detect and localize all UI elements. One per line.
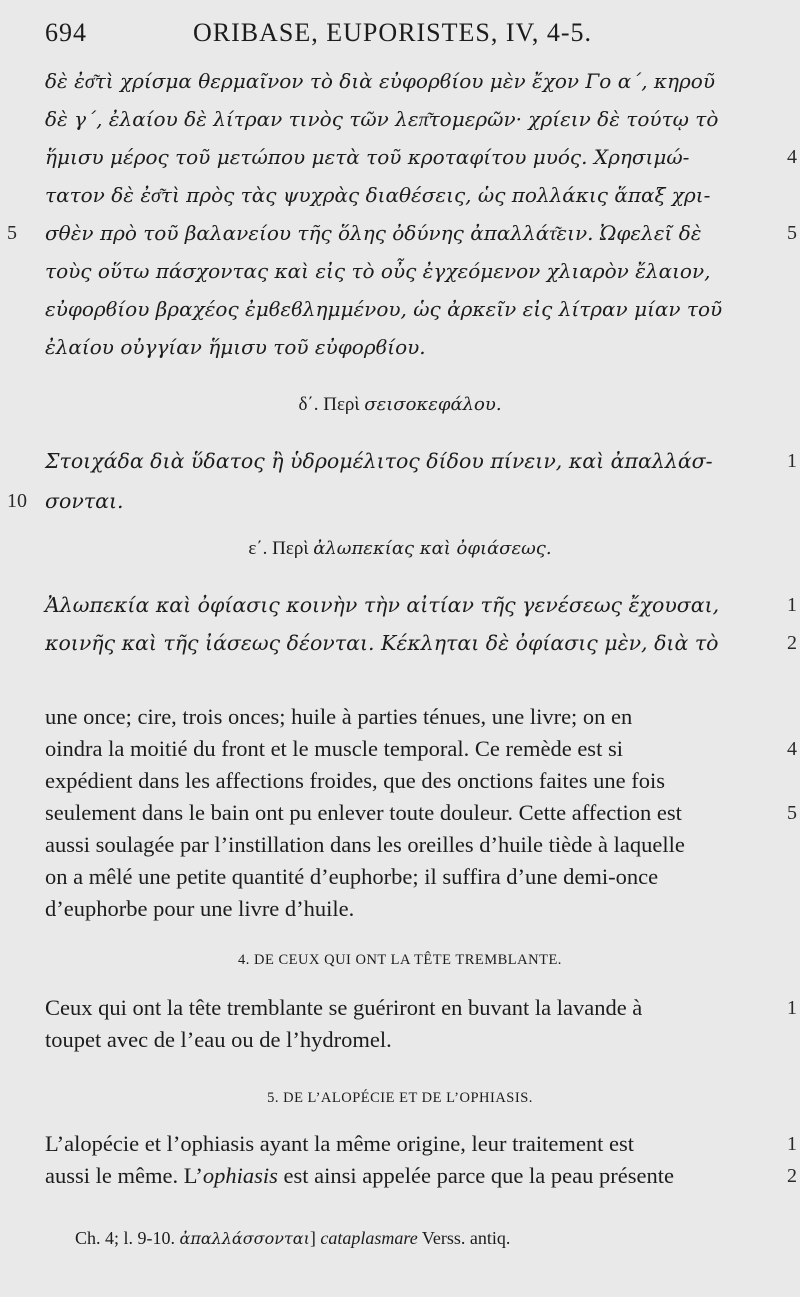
french-text-block-3	[45, 1128, 797, 1192]
text-line	[45, 861, 765, 893]
line-text: ἥμισυ μέρος τοῦ μετώπου μετὰ τοῦ κροταφίτου μυός. Χρησιμώ-	[45, 145, 690, 169]
line-text: εὐφορϐίου βραχέος ἐμϐεϐλημμένου, ὡς ἀρκεῖν εἰς λίτραν μίαν τοῦ	[45, 297, 723, 321]
text-line	[7, 482, 765, 520]
text-line	[45, 252, 765, 290]
running-header	[45, 18, 785, 52]
page-number: 694	[45, 18, 87, 47]
greek-text-block-2	[7, 440, 797, 520]
line-text: d’euphorbe pour une livre d’huile.	[45, 896, 355, 921]
french-text-block-2	[45, 992, 797, 1056]
margin-line-number: 2	[787, 632, 797, 654]
line-text: seulement dans le bain ont pu enlever toute douleur. Cette affection est	[45, 800, 682, 825]
heading-prefix: ε΄. Περὶ	[248, 538, 309, 559]
footnote-bracket: ]	[309, 1228, 316, 1248]
section-heading-5: 5. DE L’ALOPÉCIE ET DE L’OPHIASIS.	[267, 1090, 533, 1106]
margin-line-number: 5	[787, 222, 797, 244]
text-line	[45, 733, 797, 765]
text-line	[7, 214, 797, 252]
text-line	[45, 586, 797, 624]
text-line	[45, 138, 797, 176]
line-text: toupet avec de l’eau ou de l’hydromel.	[45, 1027, 392, 1052]
text-line	[45, 797, 797, 829]
text-line	[45, 829, 765, 861]
greek-text-block-1	[7, 62, 797, 366]
text-line	[45, 765, 765, 797]
line-text: Ceux qui ont la tête tremblante se guériront en buvant la lavande à	[45, 995, 643, 1020]
footnote-ref: Ch. 4; l. 9-10.	[75, 1228, 176, 1248]
line-text: τοὺς οὕτω πάσχοντας καὶ εἰς τὸ οὖς ἐγχεόμενον χλιαρὸν ἔλαιον,	[45, 259, 711, 283]
text-line	[45, 1024, 765, 1056]
line-text: δὲ ἐσ͂τὶ χρίσμα θερμαῖνον τὸ διὰ εὐφορϐίου μὲν ἔχον Γο α΄, κηροῦ	[45, 69, 715, 93]
line-text: κοινῆς καὶ τῆς ἰάσεως δέονται. Κέκληται δὲ ὀφίασις μὲν, διὰ τὸ	[45, 631, 719, 655]
heading-title: ἀλωπεκίας καὶ ὀφιάσεως.	[313, 538, 552, 559]
text-line	[45, 62, 765, 100]
margin-line-number: 1	[787, 1133, 797, 1155]
line-text: ἐλαίου οὐγγίαν ἥμισυ τοῦ εὐφορϐίου.	[45, 335, 426, 359]
text-line	[45, 992, 797, 1024]
section-heading-epsilon	[0, 538, 800, 560]
line-text: δὲ γ΄, ἐλαίου δὲ λίτραν τινὸς τῶν λεπ͂τομερῶν· χρίειν δὲ τούτῳ τὸ	[45, 107, 719, 131]
line-text: aussi le même. L’	[45, 1163, 203, 1188]
line-text: expédient dans les affections froides, que des onctions faites une fois	[45, 768, 666, 793]
line-text: σθὲν πρὸ τοῦ βαλανείου τῆς ὅλης ὀδύνης ἀπαλλάτ͂ειν. Ὠφελεῖ δὲ	[45, 221, 702, 245]
text-line	[45, 1128, 797, 1160]
line-text: aussi soulagée par l’instillation dans les oreilles d’huile tiède à laquelle	[45, 832, 685, 857]
text-line	[45, 701, 765, 733]
line-text: une once; cire, trois onces; huile à parties ténues, une livre; on en	[45, 704, 633, 729]
section-heading-delta	[0, 394, 800, 416]
heading-title: σεισοκεφάλου.	[364, 394, 502, 415]
text-line	[45, 290, 765, 328]
heading-prefix: δ΄. Περὶ	[298, 394, 360, 415]
margin-line-number: 1	[787, 450, 797, 472]
margin-line-number: 4	[787, 146, 797, 168]
footnote-latin: cataplasmare	[320, 1228, 418, 1248]
margin-line-number: 5	[7, 222, 17, 244]
line-text: L’alopécie et l’ophiasis ayant la même origine, leur traitement est	[45, 1131, 634, 1156]
text-line	[45, 624, 797, 662]
footnote-source: Verss. antiq.	[421, 1228, 511, 1248]
text-line	[45, 328, 765, 366]
line-text: Ἀλωπεκία καὶ ὀφίασις κοινὴν τὴν αἰτίαν τῆς γενέσεως ἔχουσαι,	[45, 593, 720, 617]
text-line	[45, 176, 765, 214]
margin-line-number: 4	[787, 738, 797, 760]
line-text: Στοιχάδα διὰ ὕδατος ἢ ὑδρομέλιτος δίδου πίνειν, καὶ ἀπαλλάσ-	[45, 449, 713, 473]
greek-text-block-3	[45, 586, 797, 662]
italic-term: ophiasis	[202, 1163, 278, 1188]
margin-line-number: 2	[787, 1165, 797, 1187]
line-text: τατον δὲ ἐσ͂τὶ πρὸς τὰς ψυχρὰς διαθέσεις, ὡς πολλάκις ἅπαξ χρι-	[45, 183, 711, 207]
text-line	[45, 1160, 797, 1192]
french-text-block-1	[45, 701, 797, 925]
line-text: oindra la moitié du front et le muscle temporal. Ce remède est si	[45, 736, 623, 761]
line-text: σονται.	[45, 489, 124, 513]
line-text: est ainsi appelée parce que la peau présente	[277, 1163, 674, 1188]
text-line	[45, 893, 765, 925]
text-line	[45, 100, 765, 138]
text-line	[45, 440, 797, 482]
margin-line-number: 5	[787, 802, 797, 824]
footnote-greek: ἀπαλλάσσονται	[179, 1229, 310, 1248]
margin-line-number: 1	[787, 594, 797, 616]
running-title: ORIBASE, EUPORISTES, IV, 4-5.	[193, 18, 593, 47]
footnote	[75, 1228, 510, 1249]
margin-line-number: 1	[787, 997, 797, 1019]
section-heading-4: 4. DE CEUX QUI ONT LA TÊTE TREMBLANTE.	[238, 952, 562, 968]
line-text: on a mêlé une petite quantité d’euphorbe; il suffira d’une demi-once	[45, 864, 659, 889]
margin-line-number: 10	[7, 490, 27, 512]
